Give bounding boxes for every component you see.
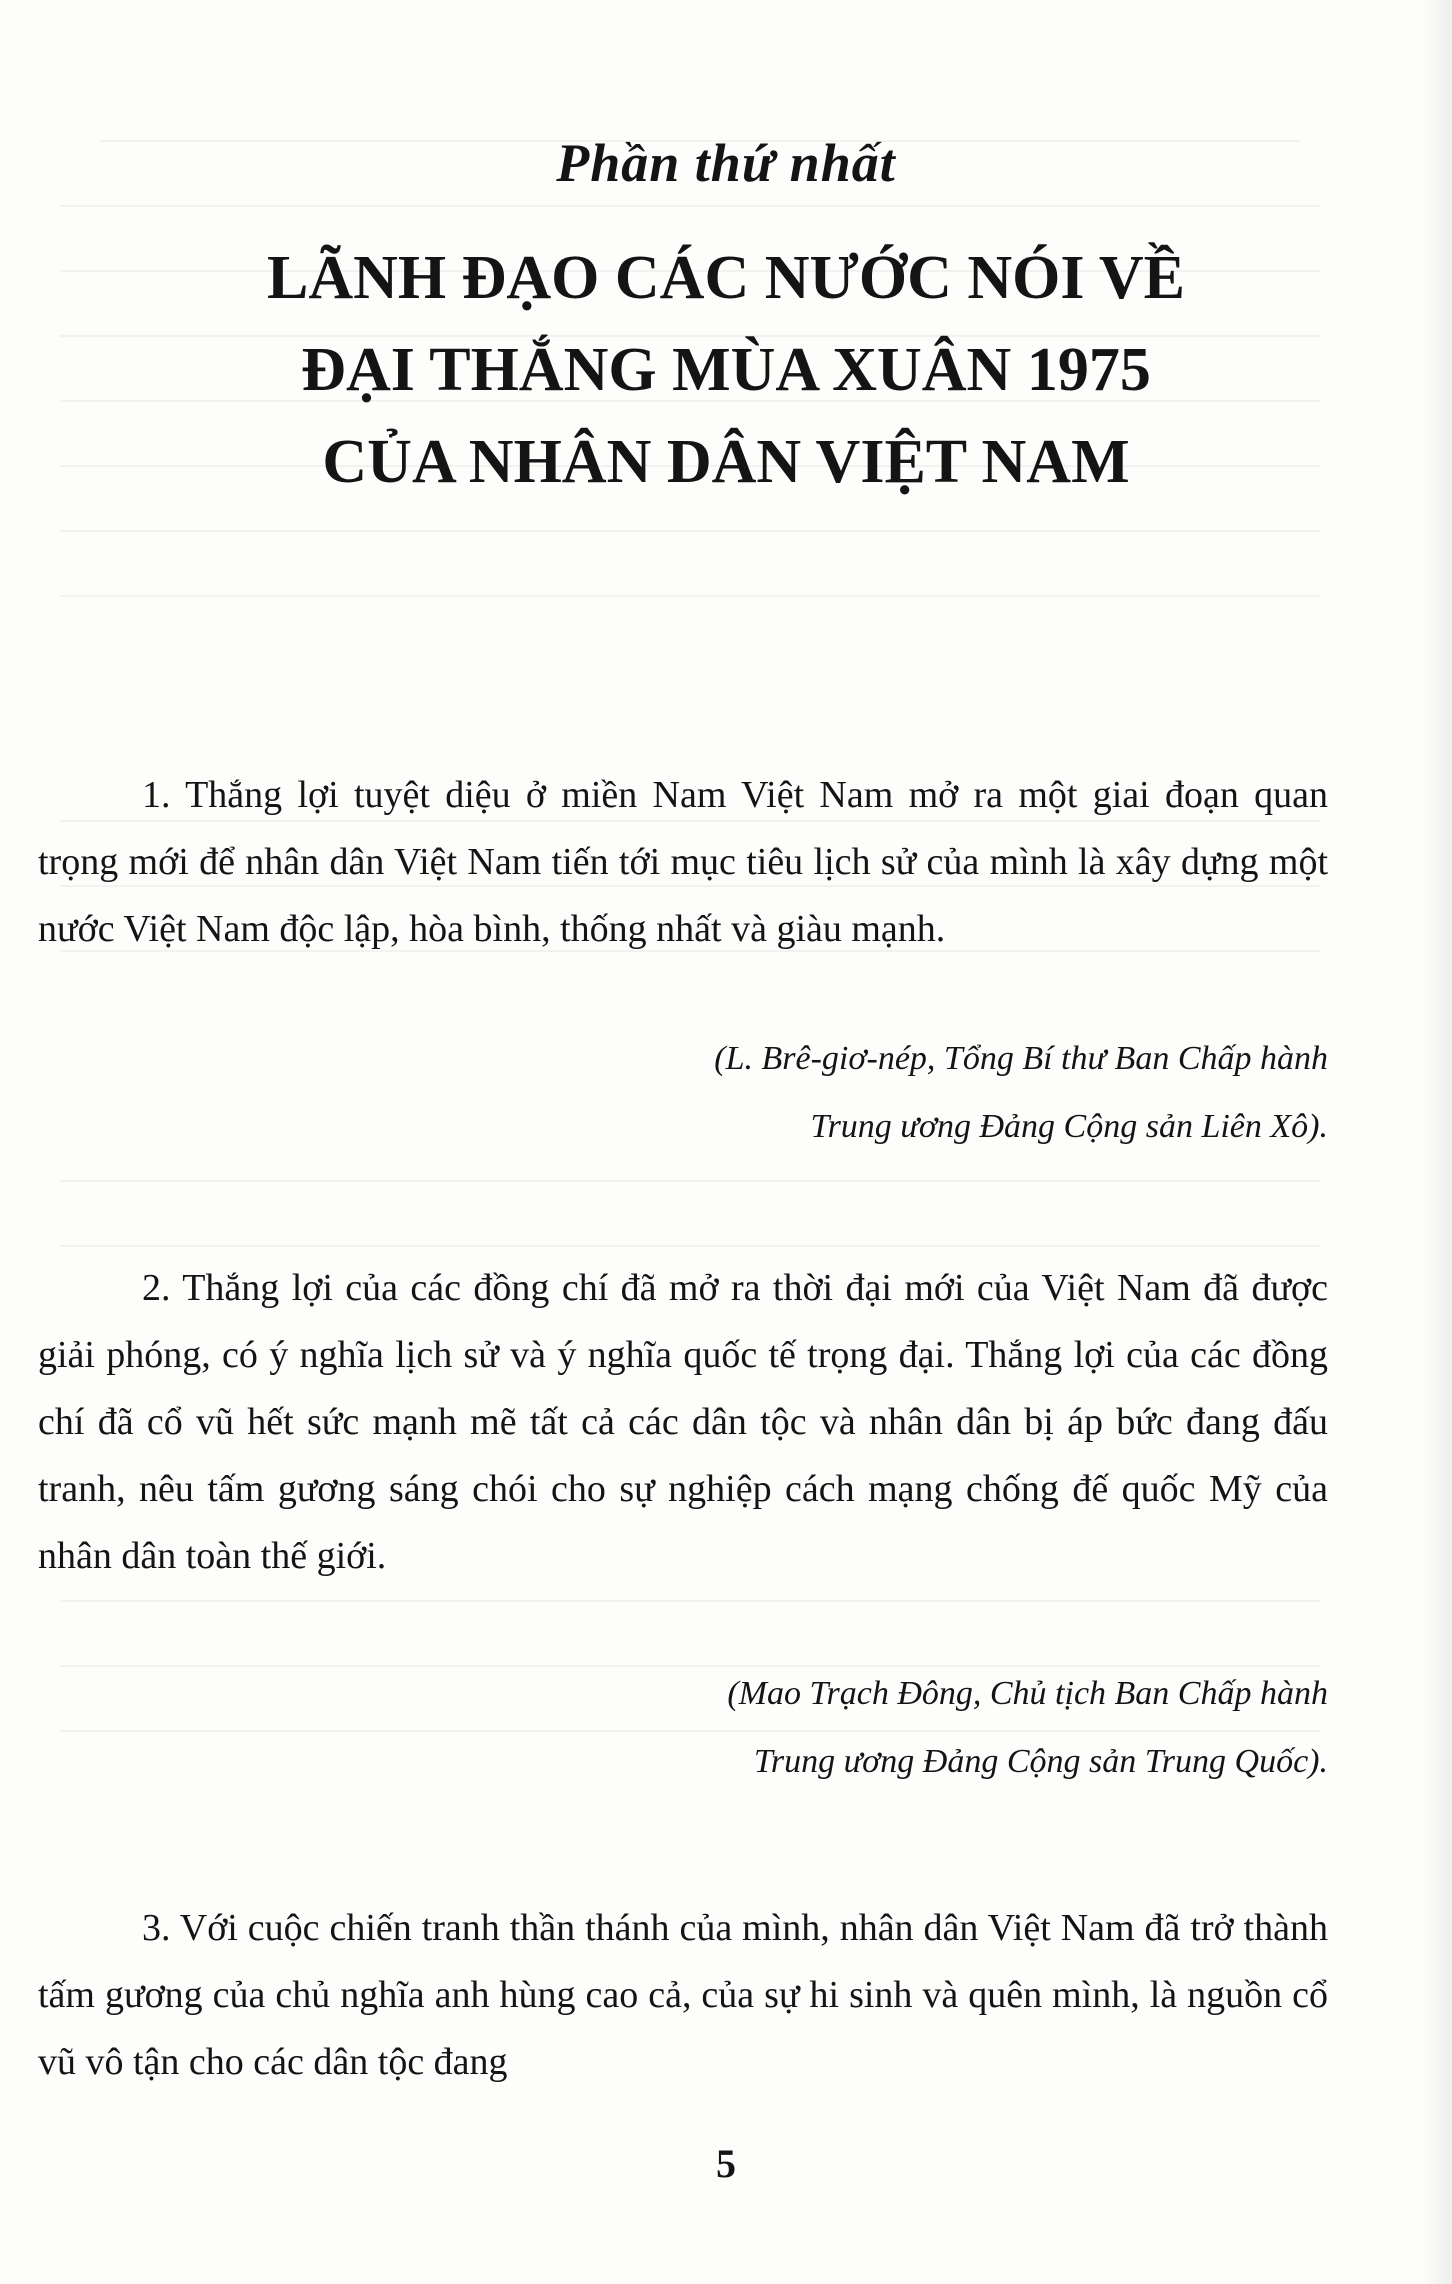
quote-text: 2. Thắng lợi của các đồng chí đã mở ra thời đại mới của Việt Nam đã được giải phóng, có ý nghĩa lịch sử và ý nghĩa quốc tế trọng đại. Thắng lợi của các đồng chí đã cổ vũ hết sức mạnh mẽ tất cả các dân tộc và nhân dân bị áp bức đang đấu tranh, nêu tấm gương sáng chói cho sự nghiệp cách mạng chống đế quốc Mỹ của nhân dân toàn thế giới. <box>38 1267 1328 1577</box>
quote-text: 3. Với cuộc chiến tranh thần thánh của mình, nhân dân Việt Nam đã trở thành tấm gương của chủ nghĩa anh hùng cao cả, của sự hi sinh và quên mình, là nguồn cổ vũ vô tận cho các dân tộc đang <box>38 1907 1328 2083</box>
part-title: Phần thứ nhất <box>556 133 896 193</box>
chapter-title-line-1: LÃNH ĐẠO CÁC NƯỚC NÓI VỀ <box>267 244 1185 312</box>
quote-citation-1 <box>38 1025 1328 1161</box>
citation-line-1: (Mao Trạch Đông, Chủ tịch Ban Chấp hành <box>727 1675 1328 1712</box>
quote-citation-2 <box>38 1660 1328 1796</box>
chapter-title <box>0 232 1452 508</box>
quote-paragraph-1 <box>38 762 1328 963</box>
quote-paragraph-2 <box>38 1255 1328 1590</box>
chapter-title-line-2: ĐẠI THẮNG MÙA XUÂN 1975 <box>301 336 1151 404</box>
citation-line-1: (L. Brê-giơ-nép, Tổng Bí thư Ban Chấp hành <box>714 1040 1328 1077</box>
page-number: 5 <box>716 2141 736 2186</box>
citation-line-2: Trung ương Đảng Cộng sản Trung Quốc). <box>753 1743 1328 1780</box>
quote-text: 1. Thắng lợi tuyệt diệu ở miền Nam Việt Nam mở ra một giai đoạn quan trọng mới để nhân dân Việt Nam tiến tới mục tiêu lịch sử của mình là xây dựng một nước Việt Nam độc lập, hòa bình, thống nhất và giàu mạnh. <box>38 774 1328 950</box>
quote-paragraph-3 <box>38 1895 1328 2096</box>
citation-line-2: Trung ương Đảng Cộng sản Liên Xô). <box>810 1108 1328 1145</box>
chapter-title-line-3: CỦA NHÂN DÂN VIỆT NAM <box>322 428 1130 496</box>
